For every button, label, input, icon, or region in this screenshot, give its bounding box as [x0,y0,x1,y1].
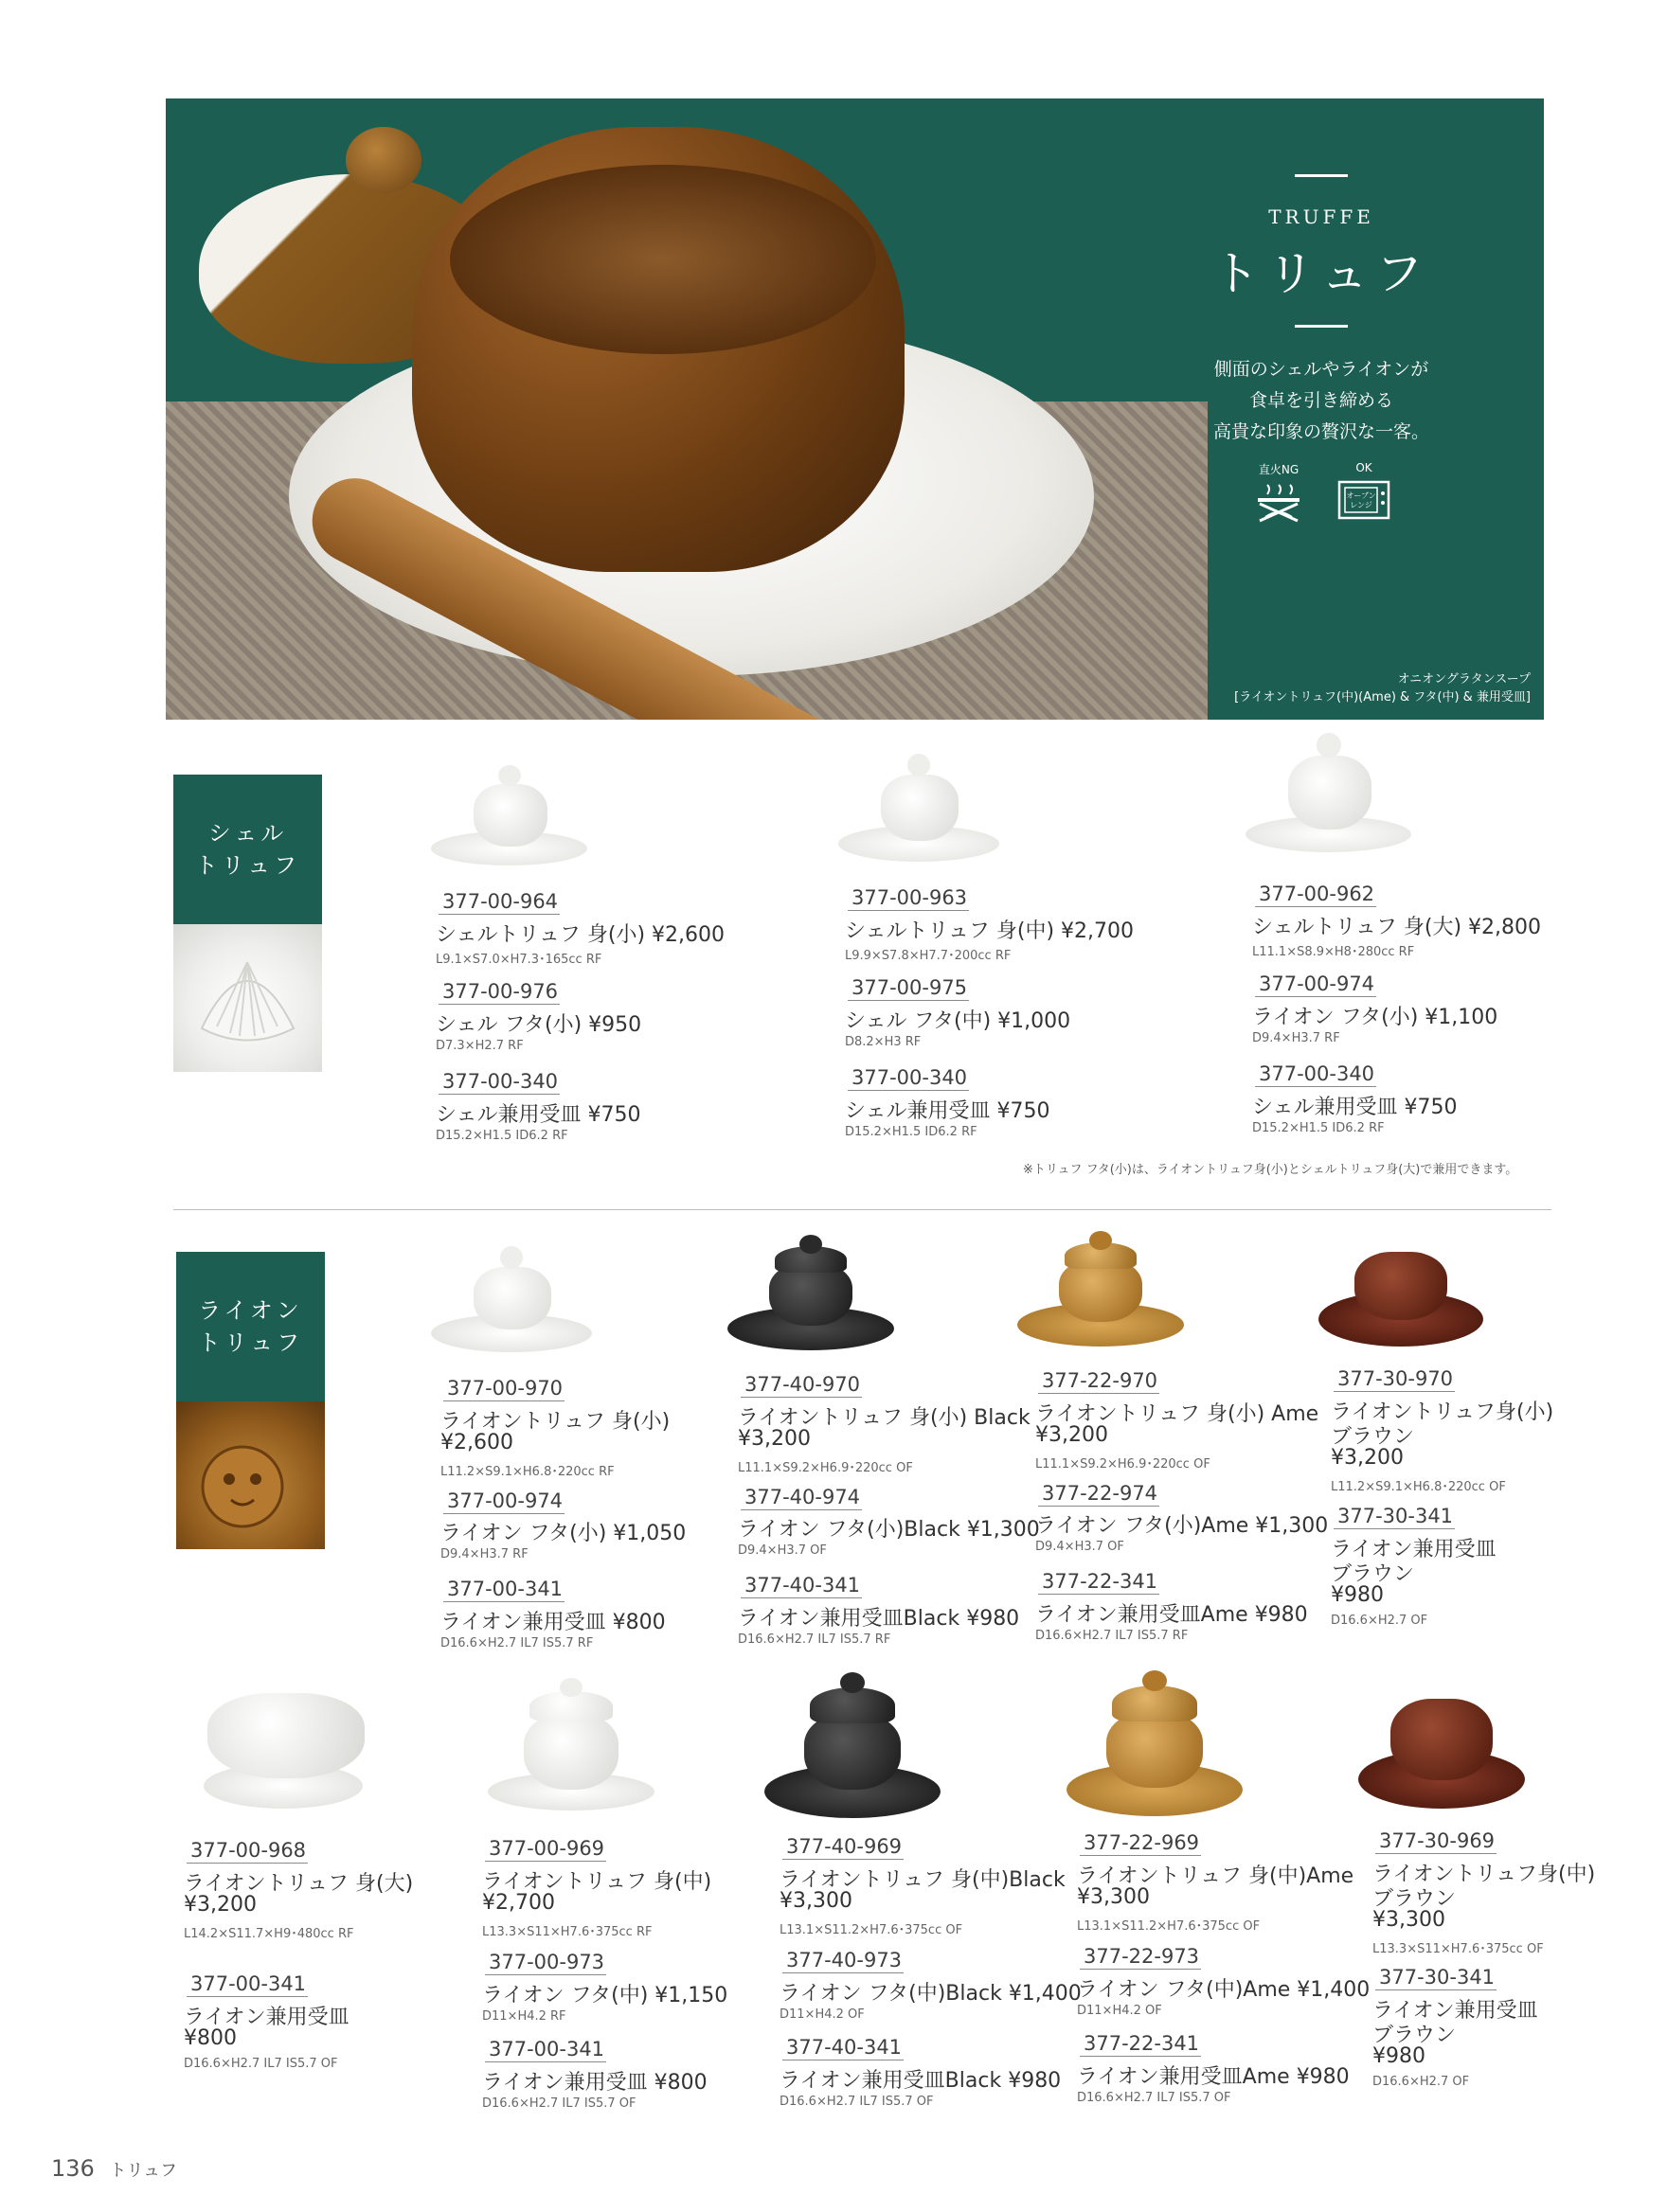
product-name: ライオン兼用受皿 [1372,1999,1538,2023]
product-spec: L11.2×S9.1×H6.8･220cc OF [1331,1480,1506,1494]
product-spec: D9.4×H3.7 OF [1035,1540,1124,1554]
product-code: 377-00-968 [187,1839,308,1864]
product-name: ライオントリュフ 身(中)Black [780,1868,1066,1892]
product-code: 377-40-973 [782,1949,904,1973]
product-spec: L9.1×S7.0×H7.3･165cc RF [436,953,602,967]
hero-caption [1234,670,1531,706]
product-code: 377-00-970 [443,1377,565,1401]
product-spec: L11.1×S9.2×H6.9･220cc OF [1035,1457,1210,1472]
svg-text:オーブン: オーブン [1346,491,1376,500]
product-spec: L9.9×S7.8×H7.7･200cc RF [845,949,1012,963]
shell-truffle-label [173,775,322,924]
product-code: 377-00-964 [439,890,560,915]
hero-lid-knob [346,127,421,193]
product-color: ブラウン [1372,1887,1457,1911]
lion-truffle-medium-black-image [762,1670,942,1822]
product-name: ライオン フタ(中) ¥1,150 [482,1984,728,2007]
product-price: ¥3,300 [1372,1908,1445,1932]
direct-fire-ng [1252,461,1305,525]
product-name: シェル兼用受皿 ¥750 [1252,1096,1458,1119]
shell-compat-note: ※トリュフ フタ(小)は、ライオントリュフ身(小)とシェルトリュフ身(大)で兼用できます。 [1023,1163,1518,1177]
lion-detail-photo [176,1401,325,1549]
product-spec: L11.1×S9.2×H6.9･220cc OF [738,1461,913,1475]
product-name: シェルトリュフ 身(小) ¥2,600 [436,923,726,947]
oven-ok [1337,461,1390,525]
hero-title-en: TRUFFE [1268,205,1374,228]
product-spec: D16.6×H2.7 IL7 IS5.7 RF [1035,1629,1189,1643]
hero-desc-line: 側面のシェルやライオンが [1213,359,1429,380]
product-price: ¥3,200 [1035,1423,1108,1447]
hero-rule-bottom [1295,325,1348,328]
product-code: 377-30-341 [1375,1966,1497,1990]
product-code: 377-40-341 [741,1574,862,1598]
lion-truffle-small-white-image [428,1242,594,1356]
product-spec: D7.3×H2.7 RF [436,1039,524,1053]
lion-label-line1: ライオン [198,1297,303,1324]
product-name: ライオントリュフ身(中) [1372,1863,1596,1886]
lion-truffle-label [176,1252,325,1401]
hero-rule-top [1295,174,1348,177]
product-code: 377-00-963 [848,886,969,911]
product-spec: D16.6×H2.7 IL7 IS5.7 OF [184,2057,338,2071]
product-spec: D9.4×H3.7 RF [440,1547,529,1561]
product-code: 377-00-976 [439,980,560,1005]
product-name: ライオン フタ(中)Ame ¥1,400 [1077,1978,1371,2002]
product-code: 377-40-969 [782,1835,904,1860]
lion-truffle-medium-brown-image [1356,1691,1527,1812]
shell-truffle-medium-image [834,748,1004,866]
product-code: 377-22-970 [1038,1369,1159,1394]
lion-truffle-small-brown-image [1317,1242,1485,1348]
product-code: 377-00-969 [485,1837,606,1862]
product-spec: D11×H4.2 OF [1077,2004,1162,2018]
product-code: 377-30-970 [1334,1367,1455,1392]
hero-text [1160,174,1482,525]
product-name: ライオン兼用受皿 [184,2006,350,2029]
product-price: ¥3,200 [1331,1446,1404,1470]
product-code: 377-00-974 [443,1490,565,1514]
product-name: ライオントリュフ 身(小) Ame [1035,1402,1319,1426]
product-price: ¥3,300 [780,1889,852,1913]
product-name: シェル兼用受皿 ¥750 [845,1099,1050,1123]
lion-label-line2: トリュフ [197,1329,304,1356]
product-spec: L11.2×S9.1×H6.8･220cc RF [440,1465,615,1479]
product-spec: L11.1×S8.9×H8･280cc RF [1252,945,1415,959]
product-price: ¥800 [184,2026,237,2050]
product-code: 377-00-341 [443,1578,565,1602]
product-code: 377-00-340 [439,1070,560,1095]
product-code: 377-22-973 [1080,1945,1201,1970]
product-code: 377-00-340 [1255,1062,1376,1087]
product-name: ライオントリュフ 身(大) [184,1872,414,1896]
product-spec: D9.4×H3.7 OF [738,1543,827,1558]
product-name: ライオン フタ(小) ¥1,100 [1252,1006,1498,1029]
product-price: ¥2,600 [440,1431,513,1454]
product-spec: D16.6×H2.7 IL7 IS5.7 OF [1077,2091,1231,2105]
product-spec: D16.6×H2.7 OF [1331,1614,1428,1628]
product-name: ライオントリュフ 身(中) [482,1870,712,1894]
product-name: シェルトリュフ 身(中) ¥2,700 [845,919,1135,943]
product-spec: D16.6×H2.7 IL7 IS5.7 RF [738,1632,891,1647]
product-code: 377-00-962 [1255,883,1376,907]
product-name: ライオントリュフ身(小) [1331,1400,1554,1424]
product-name: シェルトリュフ 身(大) ¥2,800 [1252,916,1542,939]
product-code: 377-40-970 [741,1373,862,1398]
product-color: ブラウン [1331,1425,1415,1449]
product-spec: D16.6×H2.7 IL7 IS5.7 RF [440,1636,594,1650]
footer-section-name: トリュフ [109,2161,178,2181]
product-price: ¥3,200 [184,1893,257,1917]
product-code: 377-22-969 [1080,1831,1201,1856]
product-price: ¥3,200 [738,1427,811,1451]
product-spec: D11×H4.2 RF [482,2009,566,2024]
product-name: ライオン兼用受皿 ¥800 [440,1611,666,1634]
product-name: ライオントリュフ 身(中)Ame [1077,1864,1354,1888]
product-spec: D15.2×H1.5 ID6.2 RF [436,1129,568,1143]
product-spec: D16.6×H2.7 OF [1372,2075,1470,2089]
shell-label-line1: シェル [207,820,288,847]
product-code: 377-30-969 [1375,1829,1497,1854]
product-code: 377-00-341 [485,2038,606,2062]
product-name: ライオン フタ(中)Black ¥1,400 [780,1982,1082,2006]
product-code: 377-00-974 [1255,972,1376,997]
shell-label-line2: トリュフ [194,852,301,879]
lion-truffle-small-ame-image [1015,1231,1186,1349]
product-price: ¥980 [1331,1583,1384,1607]
lion-truffle-medium-ame-image [1065,1668,1245,1820]
product-color: ブラウン [1331,1562,1415,1586]
product-price: ¥2,700 [482,1891,555,1915]
hero-description [1160,354,1482,448]
hero-caption-items: [ライオントリュフ(中)(Ame) & フタ(中) & 兼用受皿] [1234,690,1531,705]
shell-detail-photo [173,924,322,1072]
product-spec: D16.6×H2.7 IL7 IS5.7 OF [482,2096,636,2111]
product-name: ライオントリュフ 身(小) Black [738,1406,1031,1430]
product-name: ライオントリュフ 身(小) [440,1410,671,1434]
product-name: シェル フタ(小) ¥950 [436,1013,642,1037]
product-name: シェル兼用受皿 ¥750 [436,1103,641,1127]
product-code: 377-30-341 [1334,1505,1455,1529]
product-spec: L13.3×S11×H7.6･375cc OF [1372,1942,1544,1956]
page-footer [51,2155,177,2182]
product-code: 377-22-974 [1038,1482,1159,1507]
product-name: シェル フタ(中) ¥1,000 [845,1009,1071,1033]
product-name: ライオン フタ(小)Black ¥1,300 [738,1518,1040,1542]
product-code: 377-22-341 [1080,2032,1201,2057]
shell-truffle-large-image [1241,729,1416,857]
direct-fire-ng-label: 直火NG [1258,463,1300,476]
product-spec: D9.4×H3.7 RF [1252,1031,1340,1045]
oven-ok-label: OK [1355,461,1372,474]
flame-icon [1252,481,1305,525]
shell-truffle-small-image [426,758,592,871]
product-name: ライオン フタ(小) ¥1,050 [440,1522,687,1545]
oven-range-icon [1337,478,1390,522]
hero-soup [450,165,876,354]
product-code: 377-00-975 [848,976,969,1001]
product-spec: L13.3×S11×H7.6･375cc RF [482,1925,653,1939]
product-spec: D16.6×H2.7 IL7 IS5.7 OF [780,2095,934,2109]
product-spec: D11×H4.2 OF [780,2007,865,2022]
product-name: ライオン兼用受皿Black ¥980 [780,2069,1062,2093]
product-name: ライオン兼用受皿Ame ¥980 [1035,1603,1308,1627]
product-price: ¥3,300 [1077,1885,1150,1909]
product-name: ライオン兼用受皿 [1331,1538,1497,1561]
hero-caption-dish: オニオングラタンスープ [1397,672,1531,687]
section-divider [173,1209,1551,1210]
hero-title-jp: トリュフ [1211,246,1431,301]
product-color: ブラウン [1372,2024,1457,2047]
product-name: ライオン兼用受皿 ¥800 [482,2071,708,2095]
product-spec: D15.2×H1.5 ID6.2 RF [1252,1121,1385,1135]
product-spec: D8.2×H3 RF [845,1035,922,1049]
svg-text:レンジ: レンジ [1350,501,1372,509]
product-name: ライオン フタ(小)Ame ¥1,300 [1035,1514,1329,1538]
page-number: 136 [51,2155,95,2182]
lion-truffle-small-black-image [726,1235,896,1353]
product-name: ライオン兼用受皿Black ¥980 [738,1607,1020,1631]
product-price: ¥980 [1372,2044,1425,2068]
product-spec: L13.1×S11.2×H7.6･375cc OF [1077,1919,1261,1934]
product-code: 377-22-341 [1038,1570,1159,1595]
product-code: 377-00-341 [187,1972,308,1997]
lion-truffle-medium-white-image [486,1676,656,1816]
hero-desc-line: 食卓を引き締める [1248,390,1393,411]
lion-truffle-large-white-image [194,1687,374,1815]
product-code: 377-00-973 [485,1951,606,1975]
hero-icons [1160,461,1482,525]
hero-desc-line: 高貴な印象の贅沢な一客。 [1212,421,1429,442]
product-code: 377-40-974 [741,1486,862,1510]
product-spec: L13.1×S11.2×H7.6･375cc OF [780,1923,963,1937]
product-code: 377-40-341 [782,2036,904,2060]
product-spec: L14.2×S11.7×H9･480cc RF [184,1927,354,1941]
product-spec: D15.2×H1.5 ID6.2 RF [845,1125,977,1139]
product-name: ライオン兼用受皿Ame ¥980 [1077,2065,1350,2089]
hero-banner [166,98,1544,720]
product-code: 377-00-340 [848,1066,969,1091]
